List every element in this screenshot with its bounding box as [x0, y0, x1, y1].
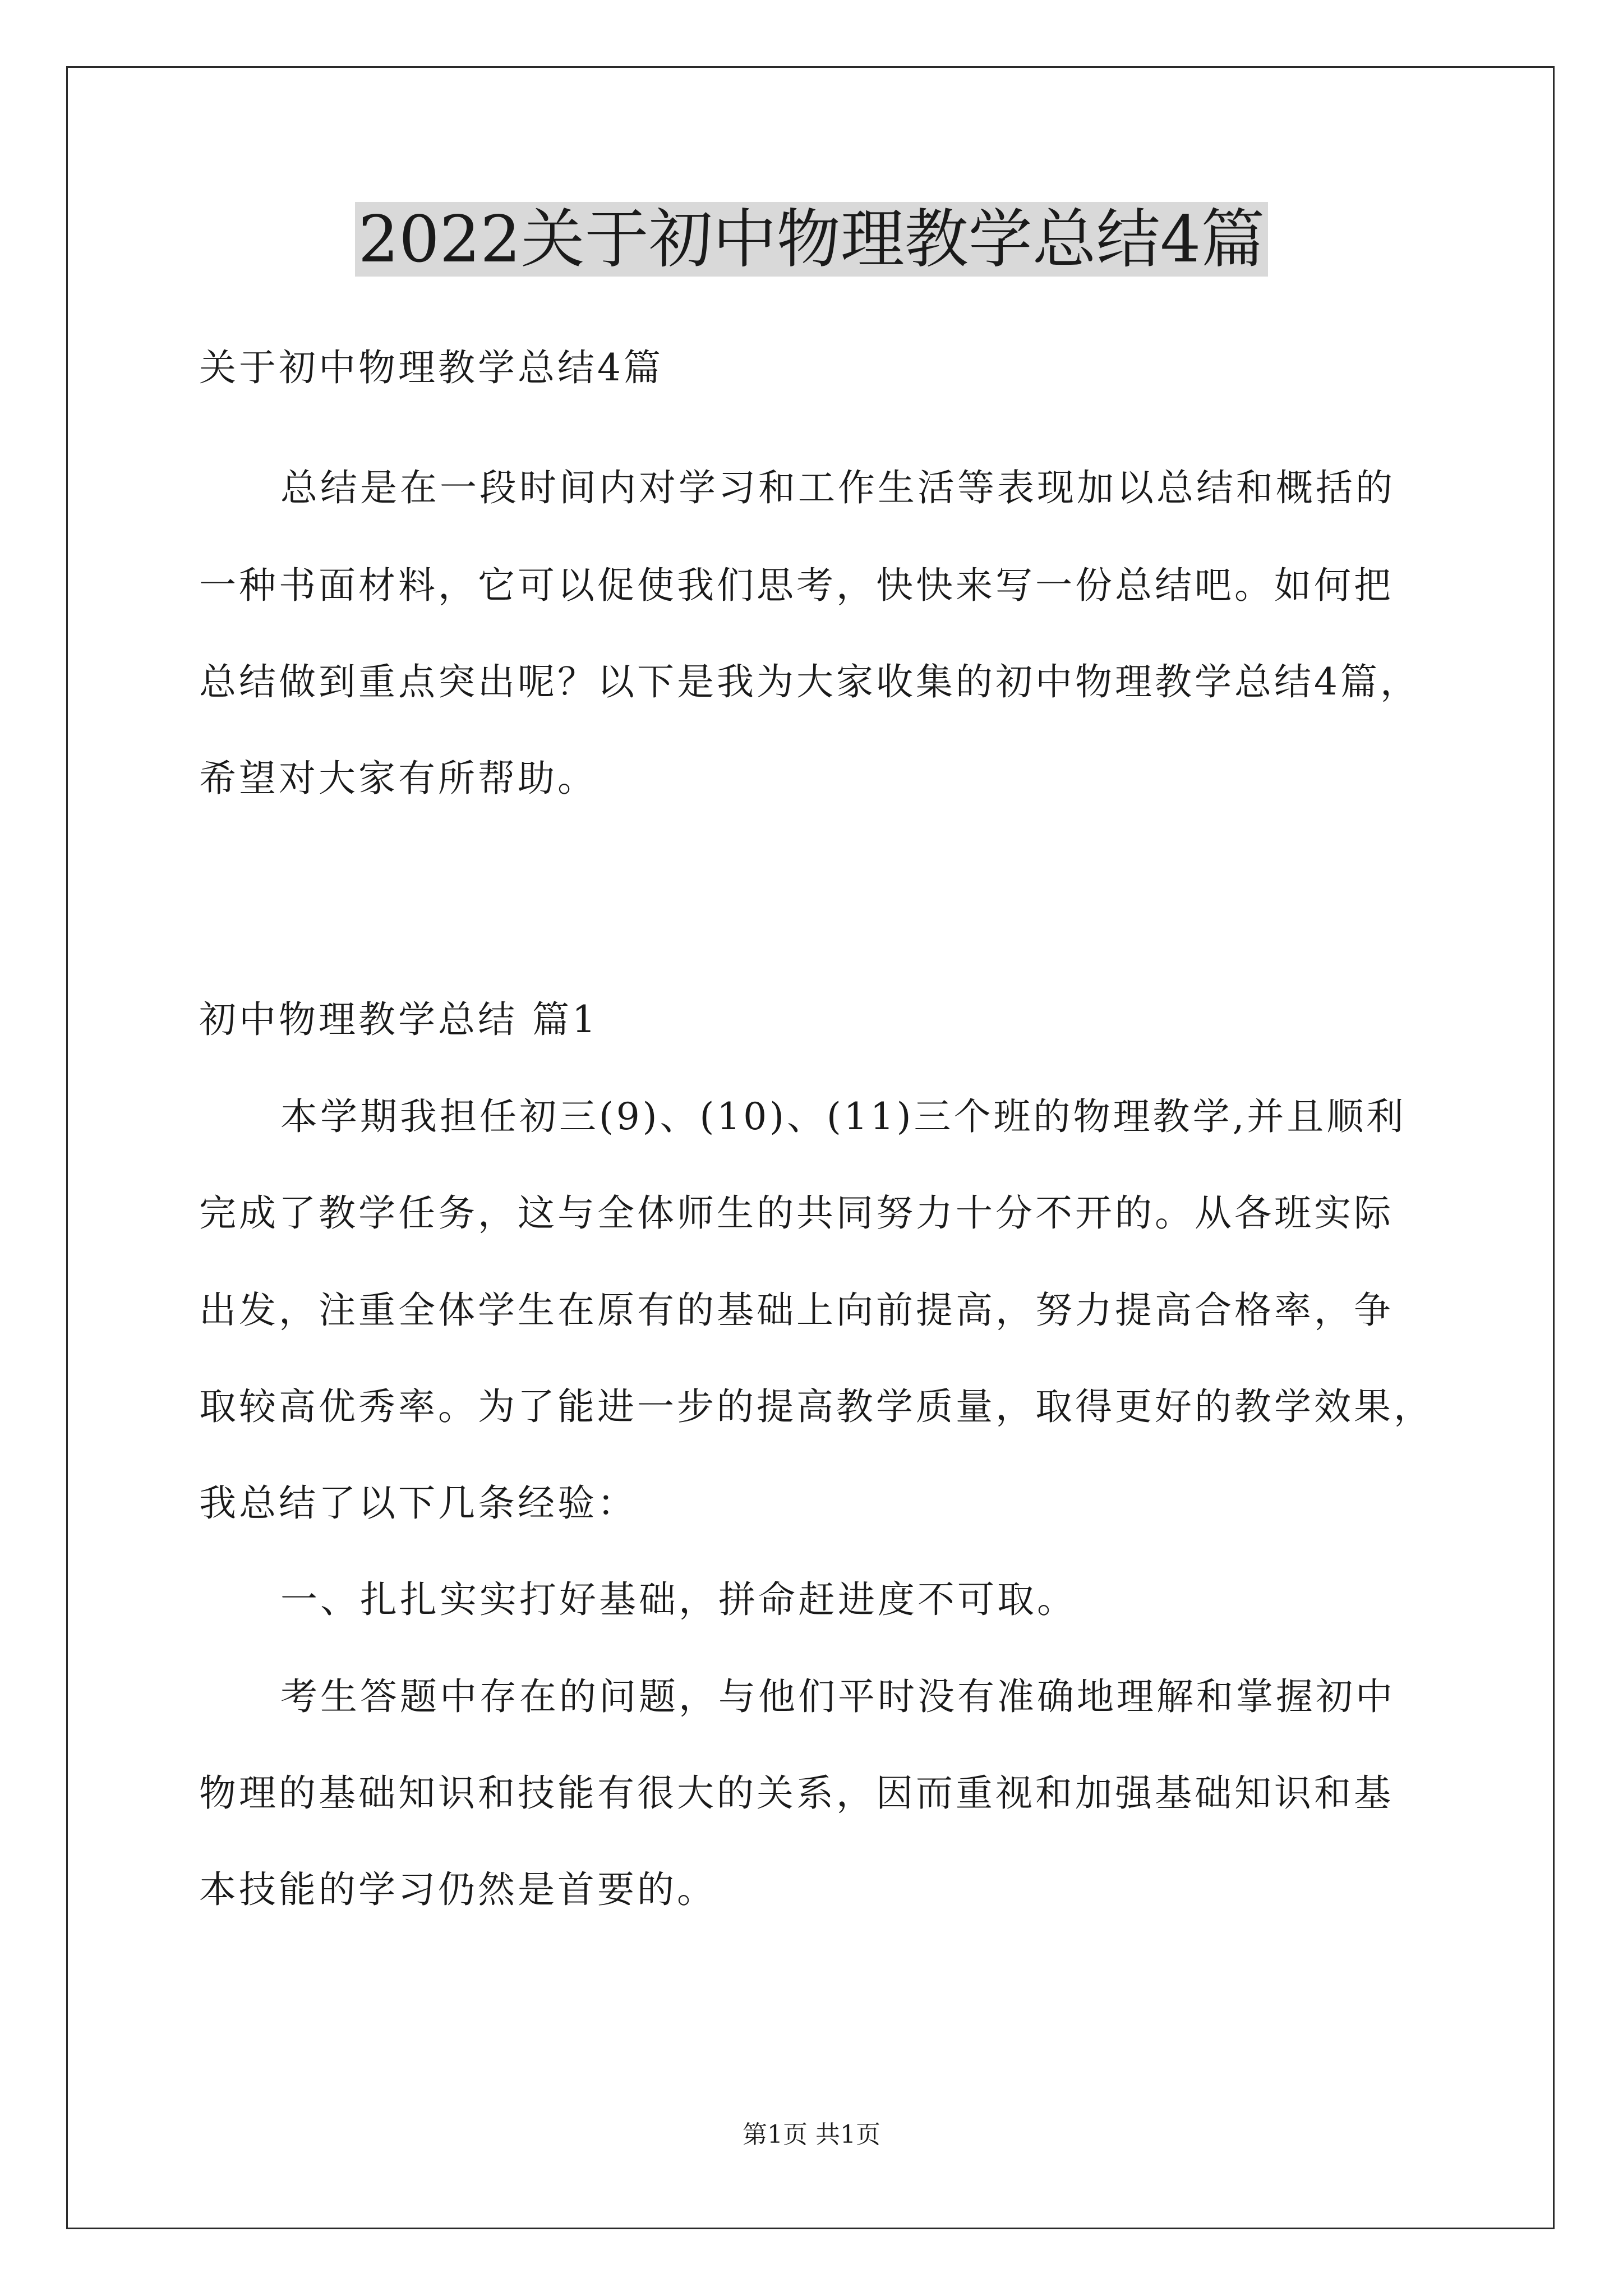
page-number-footer: 第1页 共1页 [743, 2120, 880, 2149]
paragraph-line: 取较高优秀率。为了能进一步的提高教学质量，取得更好的教学效果， [199, 1385, 1433, 1428]
paragraph-line: 一、扎扎实实打好基础，拼命赶进度不可取。 [280, 1578, 1077, 1621]
paragraph-line: 我总结了以下几条经验： [199, 1481, 637, 1525]
paragraph-line: 物理的基础知识和技能有很大的关系，因而重视和加强基础知识和基 [199, 1772, 1394, 1815]
paragraph-line: 希望对大家有所帮助。 [199, 757, 597, 800]
paragraph-line: 出发，注重全体学生在原有的基础上向前提高，努力提高合格率，争 [199, 1289, 1394, 1332]
paragraph-line: 总结做到重点突出呢？以下是我为大家收集的初中物理教学总结4篇， [199, 660, 1420, 703]
paragraph-line: 完成了教学任务，这与全体师生的共同努力十分不开的。从各班实际 [199, 1191, 1394, 1235]
subtitle-line: 关于初中物理教学总结4篇 [199, 346, 663, 389]
paragraph-line: 考生答题中存在的问题，与他们平时没有准确地理解和掌握初中 [280, 1675, 1395, 1718]
paragraph-line: 本技能的学习仍然是首要的。 [199, 1868, 717, 1911]
section-heading: 初中物理教学总结 篇1 [199, 998, 598, 1041]
paragraph-line: 总结是在一段时间内对学习和工作生活等表现加以总结和概括的 [280, 466, 1395, 509]
document-title: 2022关于初中物理教学总结4篇 [0, 197, 1623, 282]
paragraph-line: 本学期我担任初三(9)、(10)、(11)三个班的物理教学,并且顺利 [280, 1095, 1407, 1138]
paragraph-line: 一种书面材料，它可以促使我们思考，快快来写一份总结吧。如何把 [199, 564, 1394, 607]
